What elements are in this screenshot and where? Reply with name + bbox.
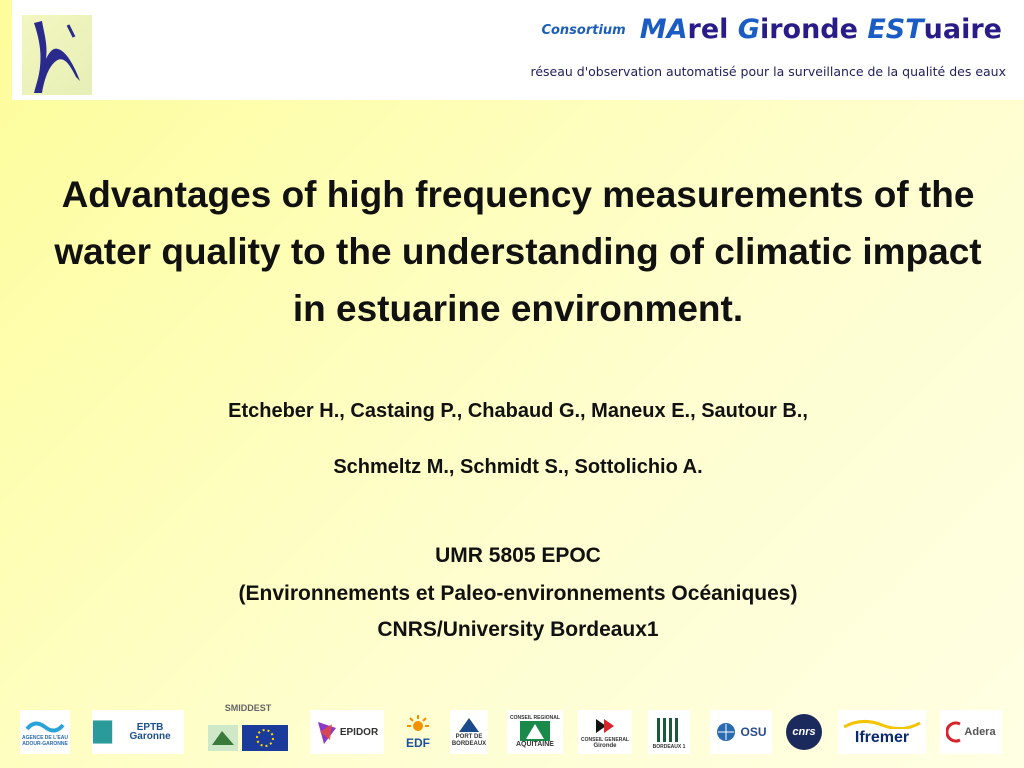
marel-banner xyxy=(194,0,1024,92)
ifremer-text: Ifremer xyxy=(854,728,910,746)
port-bordeaux-logo xyxy=(450,710,488,754)
wave-icon xyxy=(25,717,65,735)
aquitaine-text: AQUITAINE xyxy=(516,741,554,748)
authors-line-1: Etcheber H., Castaing P., Chabaud G., Maneux E., Sautour B., xyxy=(228,400,808,422)
gironde-text-1: CONSEIL GENERAL xyxy=(581,736,629,743)
adour-garonne-text: AGENCE DE L'EAU ADOUR-GARONNE xyxy=(22,735,68,747)
header xyxy=(12,0,1024,100)
osu-text: OSU xyxy=(740,724,767,739)
adour-garonne-logo xyxy=(20,710,70,754)
aquitaine-top-text: CONSEIL REGIONAL xyxy=(510,715,560,721)
affiliation-lab: UMR 5805 EPOC xyxy=(435,544,601,567)
port-bordeaux-text-2: BORDEAUX xyxy=(451,741,487,747)
epidor-icon xyxy=(316,718,338,746)
epidor-text: EPIDOR xyxy=(339,726,379,738)
partner-logos xyxy=(0,704,1024,762)
banner-title-part: EST xyxy=(867,14,924,45)
adera-logo xyxy=(940,710,1002,754)
eptb-icon xyxy=(92,717,113,747)
cnrs-logo xyxy=(784,710,824,754)
adera-text: Adera xyxy=(964,725,996,738)
marel-logo xyxy=(22,15,92,95)
smiddest-text: SMIDDEST xyxy=(224,703,272,713)
affiliation-name: (Environnements et Paleo-environnements Océaniques) xyxy=(238,582,798,605)
epidor-logo xyxy=(310,710,384,754)
osu-logo xyxy=(710,710,772,754)
banner-title-part: G xyxy=(737,14,760,45)
aquitaine-logo xyxy=(507,710,563,754)
authors-line-2: Schmeltz M., Schmidt S., Sottolichio A. xyxy=(333,456,703,478)
eptb-text: EPTB Garonne xyxy=(129,722,171,742)
osu-globe-icon xyxy=(715,721,737,743)
banner-title-part: uaire xyxy=(923,14,1002,45)
estuary-map-icon xyxy=(22,15,92,95)
university-text: BORDEAUX 1 xyxy=(652,744,686,750)
banner-subtitle: réseau d'observation automatisé pour la surveillance de la qualité des eaux xyxy=(530,64,1006,79)
university-bordeaux-logo xyxy=(648,710,690,754)
smiddest-logo xyxy=(205,703,291,754)
banner-title-part: ironde xyxy=(759,14,868,45)
edf-sun-icon xyxy=(403,715,433,737)
cnrs-text: cnrs xyxy=(786,714,822,750)
banner-title-part: MA xyxy=(639,14,688,45)
ifremer-wave-icon xyxy=(842,719,922,729)
port-bordeaux-text-1: PORT DE xyxy=(455,734,483,740)
aquitaine-icon xyxy=(520,721,550,741)
banner-title-part: rel xyxy=(687,14,738,45)
eu-flag-icon xyxy=(242,725,288,751)
slide-title: Advantages of high frequency measurements of the water quality to the understanding of climatic impact in estuarine environment. xyxy=(54,174,982,329)
gironde-logo xyxy=(578,710,632,754)
affiliation-institution: CNRS/University Bordeaux1 xyxy=(377,618,659,641)
adera-icon xyxy=(946,721,962,743)
port-icon xyxy=(457,716,481,734)
university-icon xyxy=(655,714,683,744)
leader-logo-icon xyxy=(208,725,238,751)
eptb-garonne-logo xyxy=(92,710,184,754)
edf-text: EDF xyxy=(406,735,430,750)
edf-logo xyxy=(398,710,438,754)
ifremer-logo xyxy=(838,710,926,754)
gironde-icon xyxy=(594,715,616,737)
banner-consortium: Consortium xyxy=(541,23,626,38)
gironde-text-2: Gironde xyxy=(593,742,617,749)
banner-title xyxy=(541,14,1002,45)
